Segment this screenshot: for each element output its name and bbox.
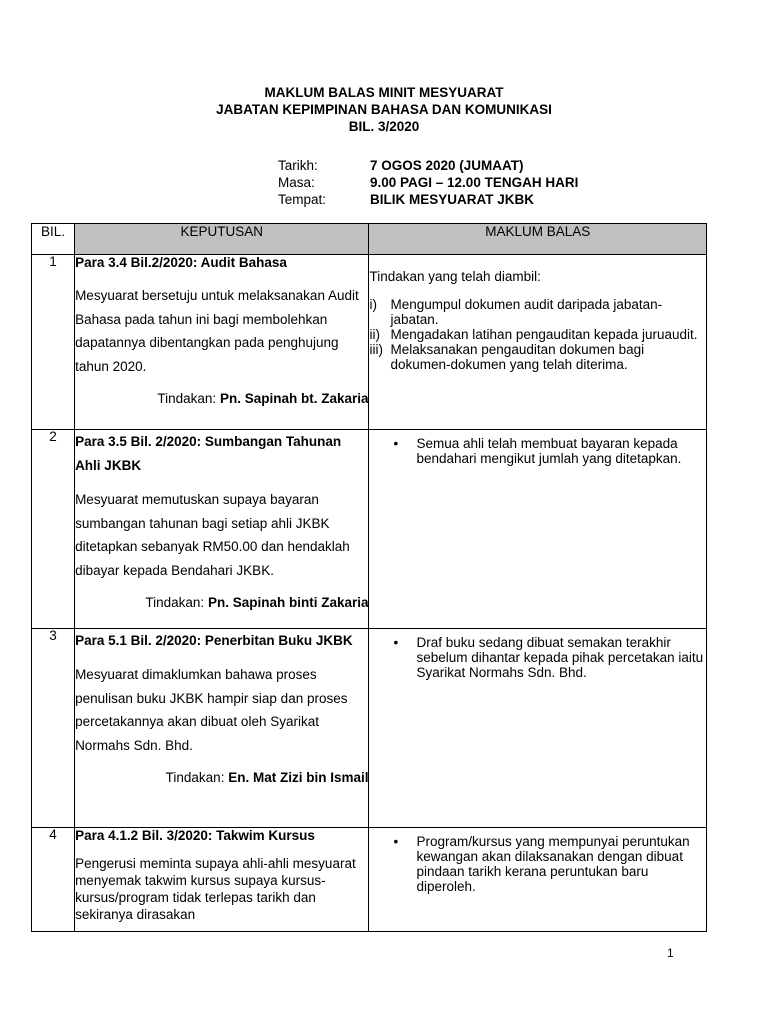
action-label: Tindakan:	[157, 391, 220, 406]
action-line	[75, 594, 368, 611]
header-bil: BIL.	[32, 224, 75, 255]
decision-title: Para 3.4 Bil.2/2020: Audit Bahasa	[75, 255, 287, 270]
page-number: 1	[667, 946, 674, 960]
date-row	[278, 157, 578, 174]
decision-cell	[75, 255, 369, 430]
bullet-item	[369, 635, 706, 680]
list-item-text: Mengumpul dokumen audit daripada jabatan-jabatan.	[390, 297, 663, 327]
date-value: 7 OGOS 2020 (JUMAAT)	[370, 158, 524, 173]
header-maklum-balas: MAKLUM BALAS	[369, 224, 707, 255]
venue-label: Tempat:	[278, 192, 327, 207]
decision-cell	[75, 430, 369, 629]
list-item-label: ii)	[369, 327, 380, 342]
row-number: 2	[32, 430, 75, 629]
decision-title: Para 4.1.2 Bil. 3/2020: Takwim Kursus	[75, 828, 315, 843]
venue-value: BILIK MESYUARAT JKBK	[370, 192, 535, 207]
list-item-text: Mengadakan latihan pengauditan kepada juruaudit.	[390, 327, 698, 342]
meeting-details	[278, 157, 578, 208]
list-item	[369, 297, 706, 327]
row-number: 3	[32, 629, 75, 828]
action-label: Tindakan:	[165, 770, 229, 785]
action-person: En. Mat Zizi bin Ismail	[228, 770, 369, 785]
list-item	[369, 342, 706, 372]
title-line-3: BIL. 3/2020	[348, 119, 420, 134]
title-line-1: MAKLUM BALAS MINIT MESYUARAT	[264, 85, 504, 100]
list-item-label: i)	[369, 297, 377, 312]
row-number: 1	[32, 255, 75, 430]
bullet-text: Semua ahli telah membuat bayaran kepada bendahari mengikut jumlah yang ditetapkan.	[416, 436, 682, 466]
decision-title: Para 3.5 Bil. 2/2020: Sumbangan Tahunan Ahli JKBK	[75, 434, 342, 473]
feedback-cell	[369, 430, 707, 629]
action-person: Pn. Sapinah binti Zakaria	[207, 595, 369, 610]
header-keputusan: KEPUTUSAN	[75, 224, 369, 255]
action-label: Tindakan:	[145, 595, 208, 610]
action-line	[75, 390, 368, 407]
decision-text: Mesyuarat memutuskan supaya bayaran sumbangan tahunan bagi setiap ahli JKBK ditetapkan sebanyak RM50.00 dan hendaklah dibayar kepada Bendahari JKBK.	[75, 492, 350, 578]
feedback-intro: Tindakan yang telah diambil:	[369, 269, 541, 284]
title-line-2: JABATAN KEPIMPINAN BAHASA DAN KOMUNIKASI	[216, 102, 552, 117]
time-value: 9.00 PAGI – 12.00 TENGAH HARI	[370, 175, 579, 190]
feedback-cell	[369, 255, 707, 430]
list-item-label: iii)	[369, 342, 383, 357]
table-header-row	[32, 224, 707, 255]
feedback-list	[369, 297, 706, 372]
feedback-bullets	[369, 635, 706, 680]
bullet-item	[369, 834, 706, 894]
decision-text: Pengerusi meminta supaya ahli-ahli mesyuarat menyemak takwim kursus supaya kursus-kursus/program tidak terlepas tarikh dan sekiranya dirasakan	[75, 856, 356, 922]
bullet-icon: •	[393, 635, 399, 650]
minutes-table	[31, 223, 707, 932]
decision-text: Mesyuarat bersetuju untuk melaksanakan Audit Bahasa pada tahun ini bagi membolehkan dapatannya dibentangkan pada penghujung tahun 2020.	[75, 288, 359, 374]
bullet-icon: •	[393, 834, 399, 849]
action-person: Pn. Sapinah bt. Zakaria	[219, 391, 369, 406]
feedback-cell	[369, 629, 707, 828]
document-title	[0, 84, 768, 135]
list-item-text: Melaksanakan pengauditan dokumen bagi dokumen-dokumen yang telah diterima.	[390, 342, 645, 372]
bullet-text: Draf buku sedang dibuat semakan terakhir sebelum dihantar kepada pihak percetakan iaitu Syarikat Normahs Sdn. Bhd.	[416, 635, 704, 680]
decision-title: Para 5.1 Bil. 2/2020: Penerbitan Buku JKBK	[75, 633, 353, 648]
bullet-icon: •	[393, 436, 399, 451]
date-label: Tarikh:	[278, 158, 318, 173]
row-number: 4	[32, 828, 75, 932]
feedback-cell	[369, 828, 707, 932]
action-line	[75, 769, 368, 786]
feedback-bullets	[369, 436, 706, 466]
time-row	[278, 174, 578, 191]
table-row	[32, 430, 707, 629]
table-row	[32, 629, 707, 828]
time-label: Masa:	[278, 175, 315, 190]
table-row	[32, 255, 707, 430]
venue-row	[278, 191, 578, 208]
decision-cell	[75, 828, 369, 932]
table-row	[32, 828, 707, 932]
bullet-text: Program/kursus yang mempunyai peruntukan kewangan akan dilaksanakan dengan dibuat pindaan tarikh kerana peruntukan baru diperoleh.	[416, 834, 690, 894]
decision-text: Mesyuarat dimaklumkan bahawa proses penulisan buku JKBK hampir siap dan proses percetakannya akan dibuat oleh Syarikat Normahs Sdn. Bhd.	[75, 667, 348, 753]
list-item	[369, 327, 706, 342]
bullet-item	[369, 436, 706, 466]
feedback-bullets	[369, 834, 706, 894]
decision-cell	[75, 629, 369, 828]
